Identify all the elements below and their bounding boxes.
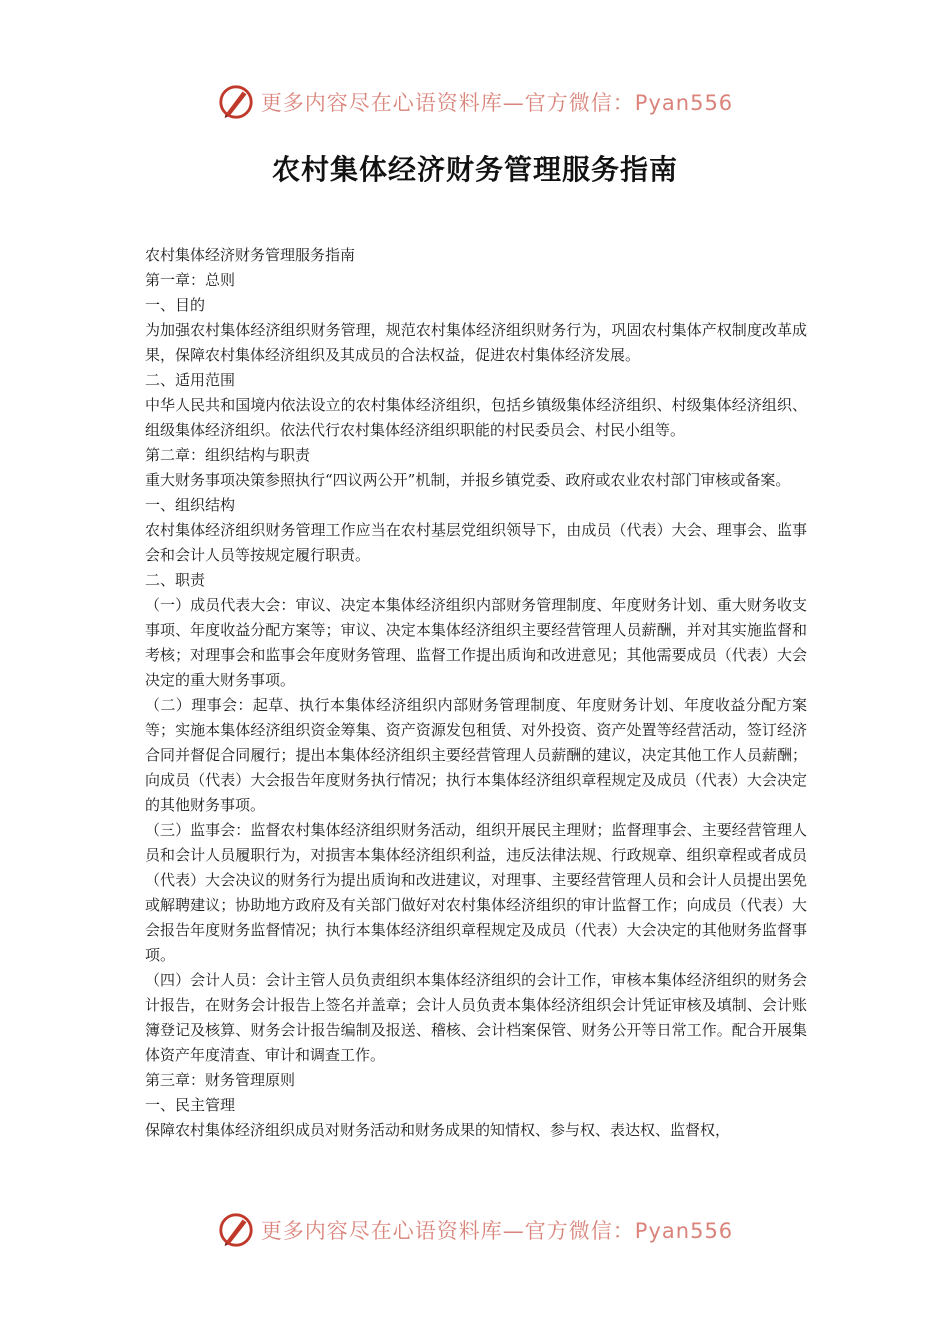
section-heading: 二、适用范围 (145, 371, 236, 389)
paragraph: 中华人民共和国境内依法设立的农村集体经济组织，包括乡镇级集体经济组织、村级集体经济组织、组级集体经济组织。依法代行农村集体经济组织职能的村民委员会、村民小组等。 (145, 396, 807, 439)
paragraph: 保障农村集体经济组织成员对财务活动和财务成果的知情权、参与权、表达权、监督权， (145, 1121, 731, 1139)
banner-text: 更多内容尽在心语资料库—官方微信：Pyan556 (260, 91, 734, 115)
section-heading: 一、民主管理 (145, 1096, 236, 1114)
paragraph: （二）理事会：起草、执行本集体经济组织内部财务管理制度、年度财务计划、年度收益分配方案等；实施本集体经济组织资金筹集、资产资源发包租赁、对外投资、资产处置等经营活动，签订经济合同并督促合同履行；提出本集体经济组织主要经营管理人员薪酬的建议，决定其他工作人员薪酬；向成员（代表）大会报告年度财务执行情况；执行本集体经济组织章程规定及成员（代表）大会决定的其他财务事项。 (145, 696, 807, 814)
paragraph: （三）监事会：监督农村集体经济组织财务活动，组织开展民主理财；监督理事会、主要经营管理人员和会计人员履职行为，对损害本集体经济组织利益，违反法律法规、行政规章、组织章程或者成员（代表）大会决议的财务行为提出质询和改进建议，对理事、主要经营管理人员和会计人员提出罢免或解聘建议；协助地方政府及有关部门做好对农村集体经济组织的审计监督工作；向成员（代表）大会报告年度财务监督情况；执行本集体经济组织章程规定及成员（代表）大会决定的其他财务监督事项。 (145, 821, 807, 964)
paragraph: （四）会计人员：会计主管人员负责组织本集体经济组织的会计工作，审核本集体经济组织的财务会计报告，在财务会计报告上签名并盖章；会计人员负责本集体经济组织会计凭证审核及填制、会计账簿登记及核算、财务会计报告编制及报送、稽核、会计档案保管、财务公开等日常工作。配合开展集体资产年度清查、审计和调查工作。 (145, 971, 807, 1064)
chapter-heading: 第二章：组织结构与职责 (145, 446, 311, 464)
footer-banner (0, 1208, 950, 1252)
banner-text: 更多内容尽在心语资料库—官方微信：Pyan556 (260, 1219, 734, 1243)
document-body (145, 243, 807, 1143)
pen-circle-logo-icon (217, 83, 255, 121)
paragraph: 农村集体经济财务管理服务指南 (145, 246, 356, 264)
chapter-heading: 第一章：总则 (145, 271, 236, 289)
paragraph: （一）成员代表大会：审议、决定本集体经济组织内部财务管理制度、年度财务计划、重大财务收支事项、年度收益分配方案等；审议、决定本集体经济组织主要经营管理人员薪酬，并对其实施监督和考核；对理事会和监事会年度财务管理、监督工作提出质询和改进意见；其他需要成员（代表）大会决定的重大财务事项。 (145, 596, 807, 689)
pen-circle-logo-icon (217, 1211, 255, 1249)
section-heading: 二、职责 (145, 571, 206, 589)
paragraph: 农村集体经济组织财务管理工作应当在农村基层党组织领导下，由成员（代表）大会、理事会、监事会和会计人员等按规定履行职责。 (145, 521, 807, 564)
chapter-heading: 第三章：财务管理原则 (145, 1071, 296, 1089)
header-banner (0, 80, 950, 124)
paragraph: 为加强农村集体经济组织财务管理，规范农村集体经济组织财务行为，巩固农村集体产权制度改革成果，保障农村集体经济组织及其成员的合法权益，促进农村集体经济发展。 (145, 321, 807, 364)
paragraph: 重大财务事项决策参照执行“四议两公开”机制，并报乡镇党委、政府或农业农村部门审核或备案。 (145, 471, 791, 489)
document-title: 农村集体经济财务管理服务指南 (271, 153, 678, 186)
section-heading: 一、组织结构 (145, 496, 236, 514)
section-heading: 一、目的 (145, 296, 206, 314)
